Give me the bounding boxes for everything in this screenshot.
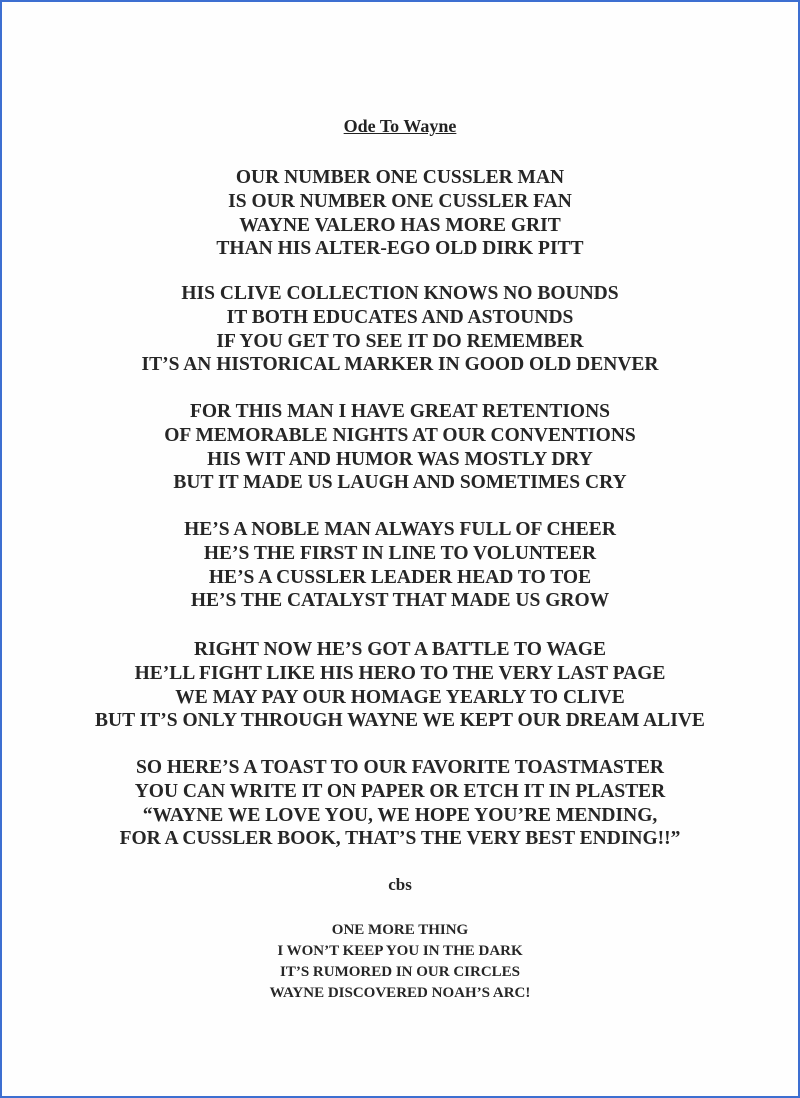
- poem-line: HIS CLIVE COLLECTION KNOWS NO BOUNDS: [181, 283, 619, 304]
- postscript-line: WAYNE DISCOVERED NOAH’S ARC!: [269, 985, 531, 1001]
- poem-line: FOR A CUSSLER BOOK, THAT’S THE VERY BEST ENDING!!”: [119, 828, 681, 850]
- poem-line: IT’S AN HISTORICAL MARKER IN GOOD OLD DENVER: [141, 354, 659, 376]
- postscript: [2, 920, 798, 1004]
- poem-line: IF YOU GET TO SEE IT DO REMEMBER: [216, 330, 584, 352]
- stanza-2: [2, 282, 798, 377]
- postscript-line: I WON’T KEEP YOU IN THE DARK: [277, 943, 523, 959]
- poem-line: OF MEMORABLE NIGHTS AT OUR CONVENTIONS: [164, 424, 636, 446]
- poem-line: HE’LL FIGHT LIKE HIS HERO TO THE VERY LAST PAGE: [134, 662, 666, 684]
- poem-line: IS OUR NUMBER ONE CUSSLER FAN: [228, 190, 572, 212]
- poem-line: YOU CAN WRITE IT ON PAPER OR ETCH IT IN PLASTER: [134, 780, 666, 802]
- poem-line: HE’S A CUSSLER LEADER HEAD TO TOE: [208, 566, 592, 588]
- poem-line: HE’S THE CATALYST THAT MADE US GROW: [190, 590, 610, 612]
- poem-line: OUR NUMBER ONE CUSSLER MAN: [235, 167, 565, 188]
- stanza-1: [2, 166, 798, 261]
- poem-line: “WAYNE WE LOVE YOU, WE HOPE YOU’RE MENDING,: [142, 804, 658, 826]
- poem-line: WAYNE VALERO HAS MORE GRIT: [239, 214, 561, 236]
- stanza-4: [2, 518, 798, 613]
- stanza-6: [2, 756, 798, 851]
- poem-title: Ode To Wayne: [343, 116, 457, 136]
- stanza-5: [2, 638, 798, 733]
- poem-line: IT BOTH EDUCATES AND ASTOUNDS: [226, 306, 574, 328]
- poem-line: HE’S THE FIRST IN LINE TO VOLUNTEER: [203, 542, 597, 564]
- poem-line: THAN HIS ALTER-EGO OLD DIRK PITT: [216, 238, 584, 260]
- poem-line: SO HERE’S A TOAST TO OUR FAVORITE TOASTMASTER: [136, 757, 664, 778]
- author-signature: cbs: [388, 875, 412, 894]
- poem-line: BUT IT’S ONLY THROUGH WAYNE WE KEPT OUR DREAM ALIVE: [95, 710, 705, 732]
- postscript-line: IT’S RUMORED IN OUR CIRCLES: [279, 964, 521, 980]
- stanza-3: [2, 400, 798, 495]
- poem-line: BUT IT MADE US LAUGH AND SOMETIMES CRY: [173, 472, 627, 494]
- poem-line: RIGHT NOW HE’S GOT A BATTLE TO WAGE: [194, 639, 606, 660]
- poem-line: HE’S A NOBLE MAN ALWAYS FULL OF CHEER: [184, 519, 616, 540]
- postscript-line: ONE MORE THING: [331, 922, 469, 938]
- poem-line: FOR THIS MAN I HAVE GREAT RETENTIONS: [189, 401, 611, 422]
- poem-line: WE MAY PAY OUR HOMAGE YEARLY TO CLIVE: [175, 686, 625, 708]
- poem-line: HIS WIT AND HUMOR WAS MOSTLY DRY: [207, 448, 593, 470]
